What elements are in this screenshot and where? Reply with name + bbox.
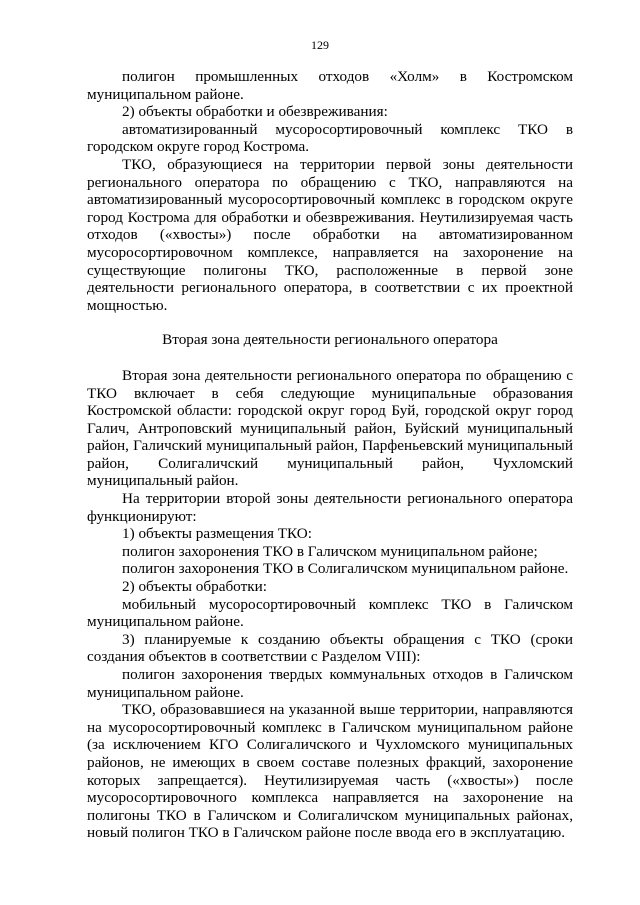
paragraph: полигон захоронения твердых коммунальных отходов в Галичском муниципальном районе. [87,666,573,701]
paragraph: полигон промышленных отходов «Холм» в Костромском муниципальном районе. [87,68,573,103]
paragraph: полигон захоронения ТКО в Солигаличском муниципальном районе. [122,560,569,578]
paragraph: 3) планируемые к созданию объекты обращения с ТКО (сроки создания объектов в соответствии с Разделом VIII): [87,630,573,666]
paragraph: 2) объекты обработки и обезвреживания: [122,103,388,121]
paragraph: 2) объекты обработки: [122,578,267,596]
paragraph: ТКО, образующиеся на территории первой зоны деятельности регионального оператора по обращению с ТКО, направляются на автоматизированный мусоросортировочный комплекс в городском округе город Кострома для обработки и обезвреживания. Неутилизируемая часть отходов («хвосты») после обработки на автоматизированном мусоросортировочном комплексе, направляется на захоронение на существующие полигоны ТКО, расположенные в первой зоне деятельности регионального оператора, в соответствии с их проектной мощностью. [87,155,573,314]
paragraph: Вторая зона деятельности регионального оператора по обращению с ТКО включает в себя следующие муниципальные образования Костромской области: городской округ город Буй, городской округ город Галич, Антроповский муниципальный район, Буйский муниципальный район, Галичский муниципальный район, Парфеньевский муниципальный район, Солигаличский муниципальный район, Чухломский муниципальный район. [87,366,573,490]
paragraph: полигон захоронения ТКО в Галичском муниципальном районе; [122,542,538,560]
paragraph: автоматизированный мусоросортировочный комплекс ТКО в городском округе город Кострома. [87,120,573,156]
section-heading: Вторая зона деятельности регионального оператора [162,331,498,349]
page-number: 129 [311,38,329,52]
paragraph: 1) объекты размещения ТКО: [122,525,312,543]
paragraph: На территории второй зоны деятельности регионального оператора функционируют: [87,490,573,525]
paragraph: ТКО, образовавшиеся на указанной выше территории, направляются на мусоросортировочный комплекс в Галичском муниципальном районе (за исключением КГО Солигаличского и Чухломского муниципальных районов, не имеющих в своем составе полезных фракций, захоронение которых запрещается). Неутилизируемая часть («хвосты») после мусоросортировочного комплекса направляется на захоронение на полигоны ТКО в Галичском и Солигаличском муниципальных районах, новый полигон ТКО в Галичском районе после ввода его в эксплуатацию. [87,701,573,842]
document-body [87,68,573,842]
paragraph: мобильный мусоросортировочный комплекс ТКО в Галичском муниципальном районе. [87,595,573,631]
